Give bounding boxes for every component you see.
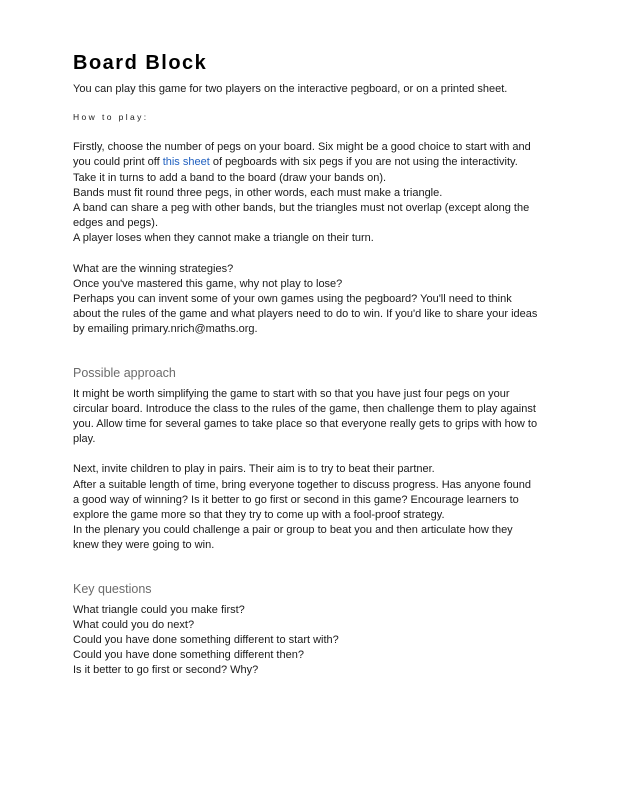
approach-line: explore the game more so that they try to come up with a fool-proof strategy.	[73, 509, 445, 522]
this-sheet-link[interactable]: this sheet	[162, 156, 210, 169]
approach-line: you. Allow time for several games to take place so that everyone really gets to grips with how to	[73, 418, 538, 431]
rules-line-with-link	[73, 155, 553, 170]
possible-approach-heading: Possible approach	[73, 365, 176, 380]
key-questions-heading: Key questions	[73, 581, 152, 596]
rules-line: Take it in turns to add a band to the board (draw your bands on).	[73, 171, 387, 184]
rules-line: Firstly, choose the number of pegs on your board. Six might be a good choice to start with and	[73, 141, 531, 154]
document-page	[73, 50, 553, 679]
key-question: Could you have done something different to start with?	[73, 634, 339, 647]
approach-line: play.	[73, 433, 96, 446]
approach-line: circular board. Introduce the class to the rules of the game, then challenge them to play against	[73, 402, 536, 415]
rules-line: A player loses when they cannot make a triangle on their turn.	[73, 232, 374, 245]
rules-line: Bands must fit round three pegs, in other words, each must make a triangle.	[73, 186, 443, 199]
approach-line: It might be worth simplifying the game to start with so that you have just four pegs on your	[73, 387, 510, 400]
rules-text: of pegboards with six pegs if you are not using the interactivity.	[209, 156, 518, 169]
strategy-line: by emailing primary.nrich@maths.org.	[73, 323, 258, 336]
page-title: Board Block	[73, 52, 208, 74]
approach-line: After a suitable length of time, bring everyone together to discuss progress. Has anyone found	[73, 478, 531, 491]
intro-text: You can play this game for two players on the interactive pegboard, or on a printed sheet.	[73, 83, 508, 95]
rules-text: you could print off	[73, 156, 163, 169]
key-question: What triangle could you make first?	[73, 603, 245, 616]
possible-approach-para2	[73, 462, 553, 553]
approach-line: Next, invite children to play in pairs. Their aim is to try to beat their partner.	[73, 463, 435, 476]
key-question: Could you have done something different then?	[73, 649, 304, 662]
how-to-play-rules	[73, 140, 553, 246]
possible-approach-para1	[73, 387, 553, 448]
strategy-line: What are the winning strategies?	[73, 262, 234, 275]
approach-line: knew they were going to win.	[73, 539, 215, 552]
strategy-line: about the rules of the game and what players need to do to win. If you'd like to share your ideas	[73, 308, 538, 321]
strategy-line: Perhaps you can invent some of your own games using the pegboard? You'll need to think	[73, 293, 512, 306]
strategy-line: Once you've mastered this game, why not play to lose?	[73, 277, 343, 290]
approach-line: a good way of winning? Is it better to go first or second in this game? Encourage learners to	[73, 493, 519, 506]
rules-line: A band can share a peg with other bands, but the triangles must not overlap (except along the	[73, 202, 530, 215]
key-questions-list	[73, 603, 553, 679]
how-to-play-heading: How to play:	[73, 112, 149, 123]
strategy-block	[73, 262, 553, 338]
rules-line: edges and pegs).	[73, 217, 159, 230]
key-question: Is it better to go first or second? Why?	[73, 664, 259, 677]
approach-line: In the plenary you could challenge a pair or group to beat you and then articulate how they	[73, 524, 513, 537]
key-question: What could you do next?	[73, 618, 195, 631]
